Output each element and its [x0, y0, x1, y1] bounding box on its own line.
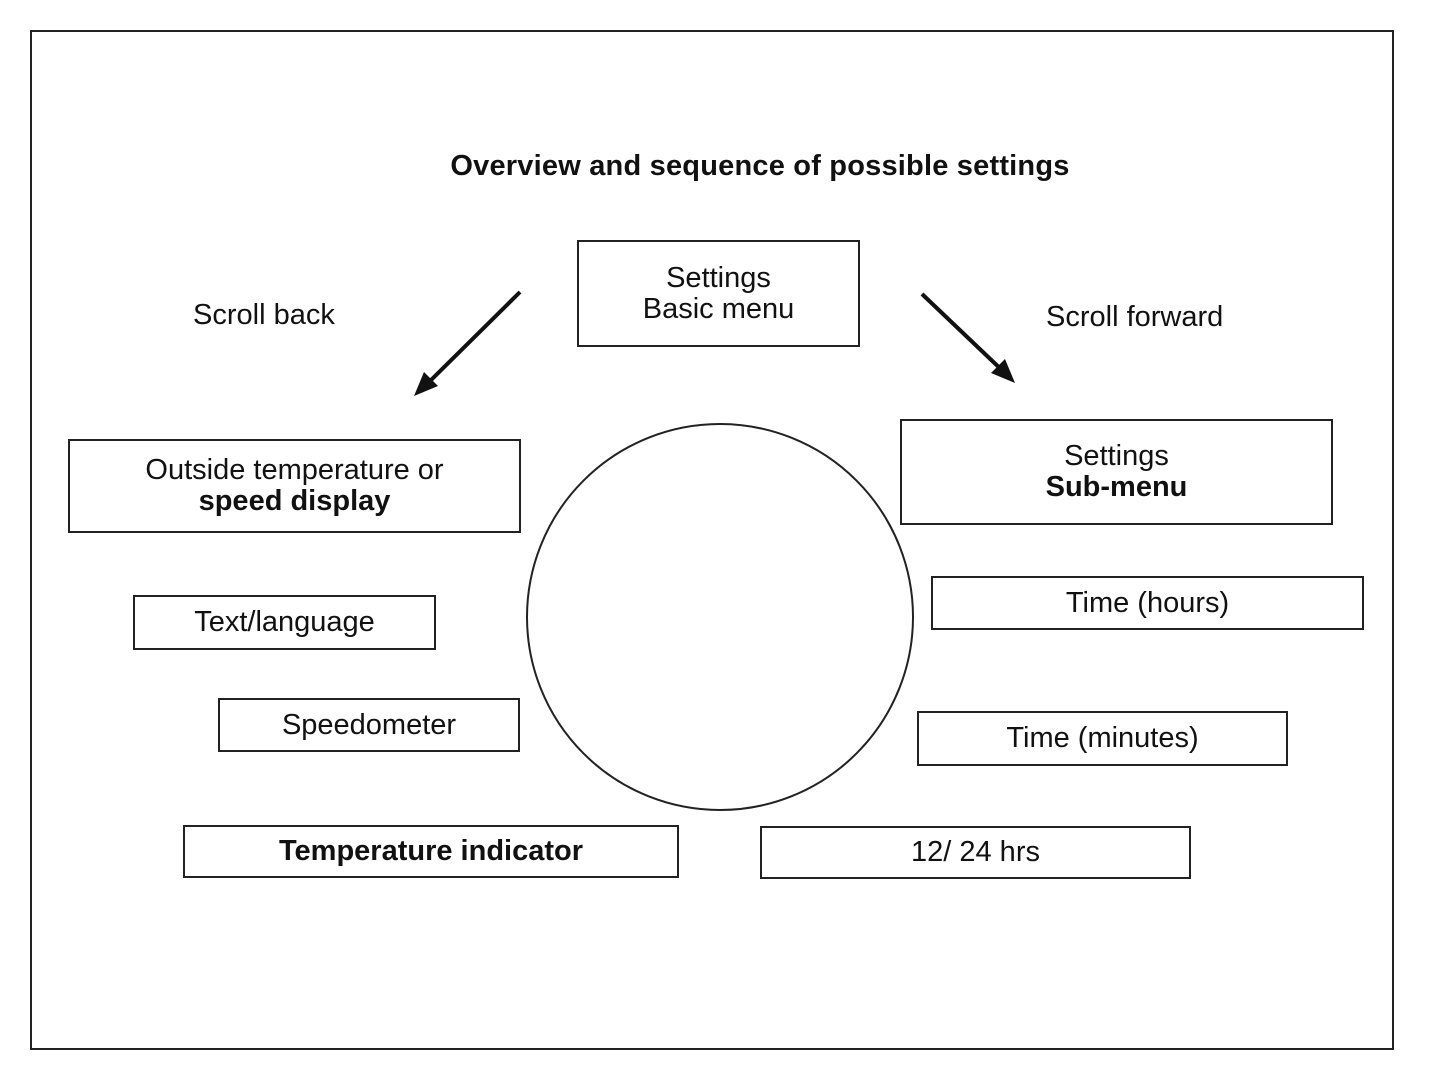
text-language-label: Text/language	[194, 606, 375, 638]
hrs-12-24-box	[760, 826, 1191, 879]
temperature-indicator-box	[183, 825, 679, 878]
outside-temp-line1: Outside temperature or	[145, 454, 444, 486]
temperature-indicator-label: Temperature indicator	[278, 835, 584, 867]
outside-temp-box	[68, 439, 521, 533]
speedometer-box	[218, 698, 520, 752]
diagram-frame	[30, 30, 1394, 1050]
basic-menu-box	[577, 240, 860, 347]
text-language-box	[133, 595, 436, 650]
sub-menu-box	[900, 419, 1333, 525]
time-minutes-label: Time (minutes)	[1006, 722, 1199, 754]
basic-menu-line1: Settings	[666, 261, 771, 294]
scroll-back-label: Scroll back	[193, 299, 335, 331]
time-hours-box	[931, 576, 1364, 630]
time-hours-label: Time (hours)	[1065, 586, 1230, 619]
outside-temp-line2: speed display	[198, 485, 391, 517]
time-minutes-box	[917, 711, 1288, 766]
speedometer-label: Speedometer	[281, 708, 457, 741]
diagram-title: Overview and sequence of possible settings	[450, 150, 1070, 182]
hrs-12-24-label: 12/ 24 hrs	[911, 836, 1040, 868]
sub-menu-line2: Sub-menu	[1045, 471, 1188, 503]
scroll-forward-label: Scroll forward	[1046, 301, 1224, 333]
sub-menu-line1: Settings	[1064, 440, 1169, 472]
basic-menu-line2: Basic menu	[642, 292, 795, 325]
